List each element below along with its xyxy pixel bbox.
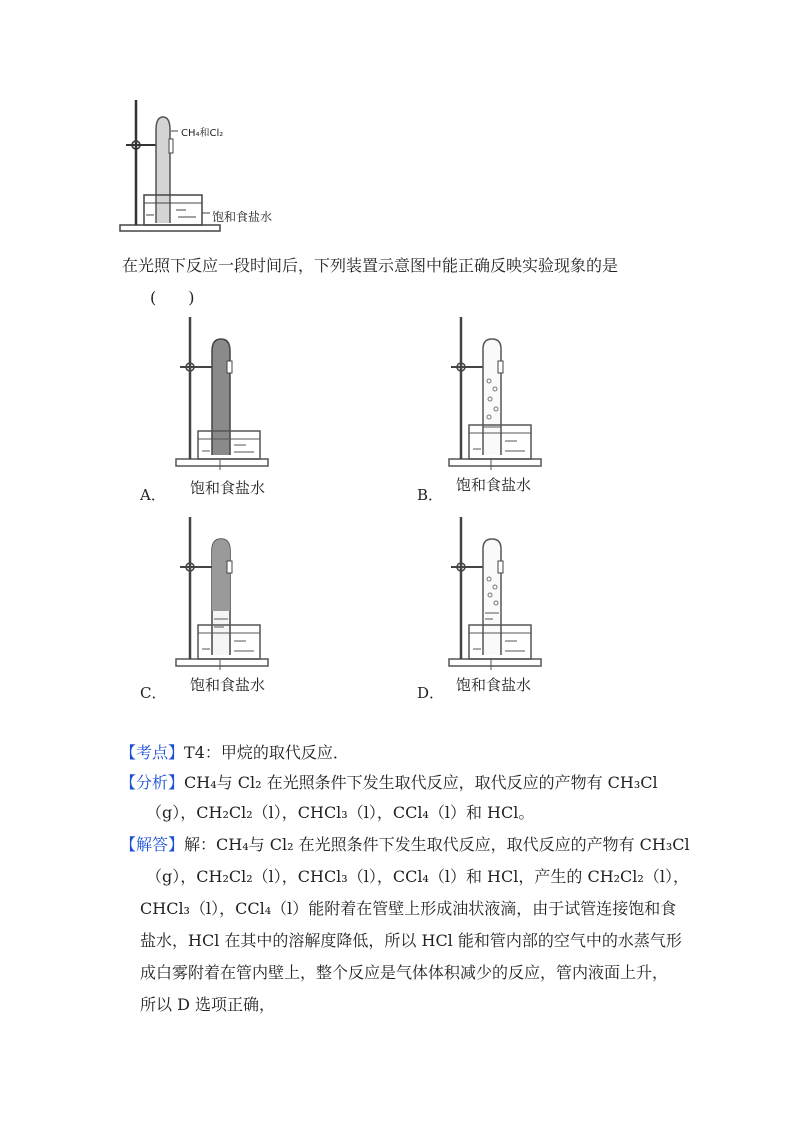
option-a-apparatus xyxy=(170,315,280,470)
jieda-line-6: 所以 D 选项正确， xyxy=(140,995,276,1014)
kaodian-line xyxy=(120,740,349,763)
jieda-line-4: 盐水，HCl 在其中的溶解度降低，所以 HCl 能和管内部的空气中的水蒸气形 xyxy=(140,931,682,950)
fenxi-tag: 【分析】 xyxy=(120,773,185,792)
jieda-line-1 xyxy=(120,832,690,855)
fenxi-line-2: （g），CH₂Cl₂（l），CHCl₃（l），CCl₄（l）和 HCl。 xyxy=(146,803,535,822)
kaodian-text: T4：甲烷的取代反应． xyxy=(184,743,349,762)
option-b-solution-label: 饱和食盐水 xyxy=(456,476,532,494)
option-b-letter: B． xyxy=(417,486,444,504)
question-blank: ( ) xyxy=(150,288,195,307)
solution-label: 饱和食盐水 xyxy=(212,210,273,224)
jieda-tag: 【解答】 xyxy=(120,835,185,854)
fenxi-text-1: CH₄与 Cl₂ 在光照条件下发生取代反应，取代反应的产物有 CH₃Cl xyxy=(184,773,658,792)
jieda-text-1: 解：CH₄与 Cl₂ 在光照条件下发生取代反应，取代反应的产物有 CH₃Cl xyxy=(184,835,690,854)
kaodian-tag: 【考点】 xyxy=(120,743,185,762)
option-d-solution-label: 饱和食盐水 xyxy=(456,676,532,694)
option-c-apparatus xyxy=(170,515,280,670)
option-c-letter: C． xyxy=(140,684,167,702)
option-a-letter: A． xyxy=(140,486,166,504)
option-c-solution-label: 饱和食盐水 xyxy=(190,676,266,694)
jieda-line-3: CHCl₃（l），CCl₄（l）能附着在管壁上形成油状液滴，由于试管连接饱和食 xyxy=(140,899,677,918)
option-d-letter: D． xyxy=(417,684,445,702)
option-b-apparatus xyxy=(443,315,553,470)
fenxi-line-1 xyxy=(120,770,658,793)
jieda-line-5: 成白雾附着在管内壁上，整个反应是气体体积减少的反应，管内液面上升， xyxy=(140,963,669,982)
option-a-solution-label: 饱和食盐水 xyxy=(190,479,266,497)
question-stem: 在光照下反应一段时间后，下列装置示意图中能正确反映实验现象的是 xyxy=(122,256,619,275)
option-d-apparatus xyxy=(443,515,553,670)
gas-label: CH₄和Cl₂ xyxy=(181,128,224,139)
jieda-line-2: （g），CH₂Cl₂（l），CHCl₃（l），CCl₄（l）和 HCl，产生的 CH₂Cl₂（l）， xyxy=(146,867,689,886)
